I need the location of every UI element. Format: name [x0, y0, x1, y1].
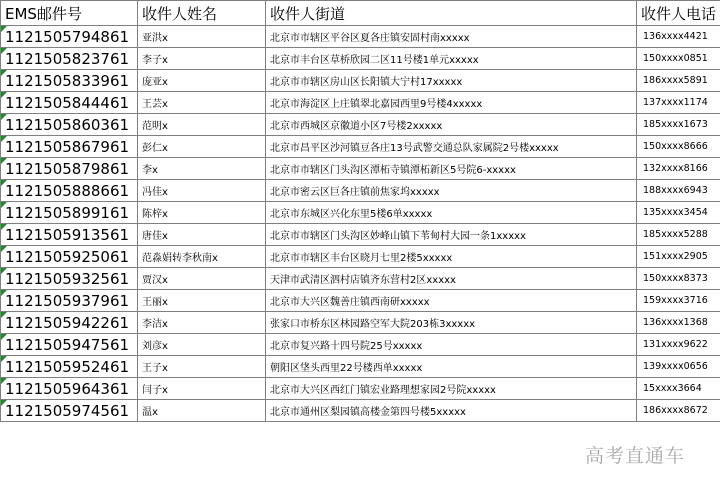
- table-row: [1, 378, 720, 400]
- cell-recipient-phone[interactable]: 137xxxx1174: [637, 92, 720, 114]
- cell-recipient-address[interactable]: 北京市市辖区门头沟区潭柘寺镇潭柘新区5号院6-xxxxx: [266, 158, 637, 180]
- cell-ems-number[interactable]: 1121505860361: [1, 114, 138, 136]
- cell-recipient-address[interactable]: 北京市大兴区魏善庄镇西南研xxxxx: [266, 290, 637, 312]
- cell-recipient-phone[interactable]: 188xxxx6943: [637, 180, 720, 202]
- cell-recipient-name[interactable]: 陈梓x: [138, 202, 266, 224]
- cell-recipient-address[interactable]: 北京市通州区梨园镇高楼金第四号楼5xxxxx: [266, 400, 637, 422]
- cell-recipient-phone[interactable]: 135xxxx3454: [637, 202, 720, 224]
- cell-recipient-name[interactable]: 亚洪x: [138, 26, 266, 48]
- cell-recipient-name[interactable]: 李x: [138, 158, 266, 180]
- cell-recipient-address[interactable]: 张家口市桥东区林园路空军大院203栋3xxxxx: [266, 312, 637, 334]
- cell-ems-number[interactable]: 1121505844461: [1, 92, 138, 114]
- cell-ems-number[interactable]: 1121505867961: [1, 136, 138, 158]
- cell-recipient-phone[interactable]: 15xxxx3664: [637, 378, 720, 400]
- cell-recipient-address[interactable]: 北京市市辖区门头沟区妙峰山镇下苇甸村大园一条1xxxxx: [266, 224, 637, 246]
- cell-ems-number[interactable]: 1121505879861: [1, 158, 138, 180]
- cell-ems-number[interactable]: 1121505964361: [1, 378, 138, 400]
- header-phone[interactable]: 收件人电话: [637, 1, 720, 26]
- cell-ems-number[interactable]: 1121505833961: [1, 70, 138, 92]
- cell-recipient-address[interactable]: 北京市昌平区沙河镇豆各庄13号武警交通总队家属院2号楼xxxxx: [266, 136, 637, 158]
- cell-recipient-phone[interactable]: 159xxxx3716: [637, 290, 720, 312]
- cell-recipient-address[interactable]: 北京市密云区巨各庄镇前焦家坞xxxxx: [266, 180, 637, 202]
- cell-recipient-phone[interactable]: 131xxxx9622: [637, 334, 720, 356]
- table-body: [1, 26, 720, 422]
- cell-recipient-phone[interactable]: 185xxxx5288: [637, 224, 720, 246]
- table-row: [1, 224, 720, 246]
- cell-ems-number[interactable]: 1121505937961: [1, 290, 138, 312]
- cell-recipient-address[interactable]: 北京市大兴区西红门镇宏业路理想家园2号院xxxxx: [266, 378, 637, 400]
- cell-recipient-phone[interactable]: 150xxxx8666: [637, 136, 720, 158]
- cell-recipient-address[interactable]: 北京市东城区兴化东里5楼6单xxxxx: [266, 202, 637, 224]
- table-row: [1, 26, 720, 48]
- cell-recipient-name[interactable]: 闫子x: [138, 378, 266, 400]
- table-row: [1, 290, 720, 312]
- cell-recipient-name[interactable]: 李洁x: [138, 312, 266, 334]
- cell-recipient-phone[interactable]: 136xxxx4421: [637, 26, 720, 48]
- table-row: [1, 356, 720, 378]
- cell-recipient-name[interactable]: 王丽x: [138, 290, 266, 312]
- cell-recipient-name[interactable]: 刘彦x: [138, 334, 266, 356]
- table-row: [1, 400, 720, 422]
- header-address[interactable]: 收件人街道: [266, 1, 637, 26]
- header-row: [1, 1, 720, 26]
- cell-recipient-phone[interactable]: 186xxxx5891: [637, 70, 720, 92]
- table-row: [1, 180, 720, 202]
- cell-recipient-name[interactable]: 唐佳x: [138, 224, 266, 246]
- cell-ems-number[interactable]: 1121505899161: [1, 202, 138, 224]
- cell-ems-number[interactable]: 1121505932561: [1, 268, 138, 290]
- table-row: [1, 48, 720, 70]
- cell-recipient-address[interactable]: 北京市海淀区上庄镇翠北嘉园西里9号楼4xxxxx: [266, 92, 637, 114]
- cell-recipient-address[interactable]: 北京市市辖区房山区长阳镇大宁村17xxxxx: [266, 70, 637, 92]
- table-row: [1, 114, 720, 136]
- watermark: 高考直通车: [585, 445, 686, 467]
- cell-ems-number[interactable]: 1121505947561: [1, 334, 138, 356]
- cell-recipient-address[interactable]: 北京市丰台区草桥欣园二区11号楼1单元xxxxx: [266, 48, 637, 70]
- cell-recipient-name[interactable]: 彭仁x: [138, 136, 266, 158]
- cell-recipient-phone[interactable]: 136xxxx1368: [637, 312, 720, 334]
- cell-ems-number[interactable]: 1121505942261: [1, 312, 138, 334]
- header-name[interactable]: 收件人姓名: [138, 1, 266, 26]
- cell-recipient-address[interactable]: 北京市市辖区丰台区晓月七里2楼5xxxxx: [266, 246, 637, 268]
- cell-ems-number[interactable]: 1121505925061: [1, 246, 138, 268]
- cell-ems-number[interactable]: 1121505823761: [1, 48, 138, 70]
- cell-recipient-phone[interactable]: 150xxxx0851: [637, 48, 720, 70]
- table-row: [1, 70, 720, 92]
- cell-recipient-name[interactable]: 冯佳x: [138, 180, 266, 202]
- table-row: [1, 202, 720, 224]
- cell-ems-number[interactable]: 1121505794861: [1, 26, 138, 48]
- table-row: [1, 246, 720, 268]
- cell-recipient-address[interactable]: 天津市武清区泗村店镇齐东营村2区xxxxx: [266, 268, 637, 290]
- cell-recipient-name[interactable]: 范明x: [138, 114, 266, 136]
- cell-recipient-phone[interactable]: 132xxxx8166: [637, 158, 720, 180]
- cell-recipient-address[interactable]: 北京市西城区京徽道小区7号楼2xxxxx: [266, 114, 637, 136]
- cell-recipient-name[interactable]: 范淼娟转李秋南x: [138, 246, 266, 268]
- cell-ems-number[interactable]: 1121505952461: [1, 356, 138, 378]
- cell-recipient-address[interactable]: 北京市复兴路十四号院25号xxxxx: [266, 334, 637, 356]
- table-row: [1, 312, 720, 334]
- cell-recipient-address[interactable]: 朝阳区垡头西里22号楼西单xxxxx: [266, 356, 637, 378]
- cell-recipient-phone[interactable]: 185xxxx1673: [637, 114, 720, 136]
- cell-recipient-name[interactable]: 王芸x: [138, 92, 266, 114]
- table-row: [1, 92, 720, 114]
- cell-recipient-phone[interactable]: 150xxxx8373: [637, 268, 720, 290]
- table-row: [1, 136, 720, 158]
- cell-recipient-phone[interactable]: 151xxxx2905: [637, 246, 720, 268]
- table-row: [1, 268, 720, 290]
- cell-recipient-phone[interactable]: 139xxxx0656: [637, 356, 720, 378]
- cell-recipient-name[interactable]: 温x: [138, 400, 266, 422]
- header-ems[interactable]: EMS邮件号: [1, 1, 138, 26]
- cell-recipient-address[interactable]: 北京市市辖区平谷区夏各庄镇安固村南xxxxx: [266, 26, 637, 48]
- cell-ems-number[interactable]: 1121505913561: [1, 224, 138, 246]
- cell-recipient-name[interactable]: 李子x: [138, 48, 266, 70]
- cell-recipient-name[interactable]: 庞亚x: [138, 70, 266, 92]
- cell-recipient-phone[interactable]: 186xxxx8672: [637, 400, 720, 422]
- cell-recipient-name[interactable]: 王子x: [138, 356, 266, 378]
- cell-ems-number[interactable]: 1121505974561: [1, 400, 138, 422]
- cell-recipient-name[interactable]: 贾汉x: [138, 268, 266, 290]
- table-row: [1, 334, 720, 356]
- cell-ems-number[interactable]: 1121505888661: [1, 180, 138, 202]
- table-row: [1, 158, 720, 180]
